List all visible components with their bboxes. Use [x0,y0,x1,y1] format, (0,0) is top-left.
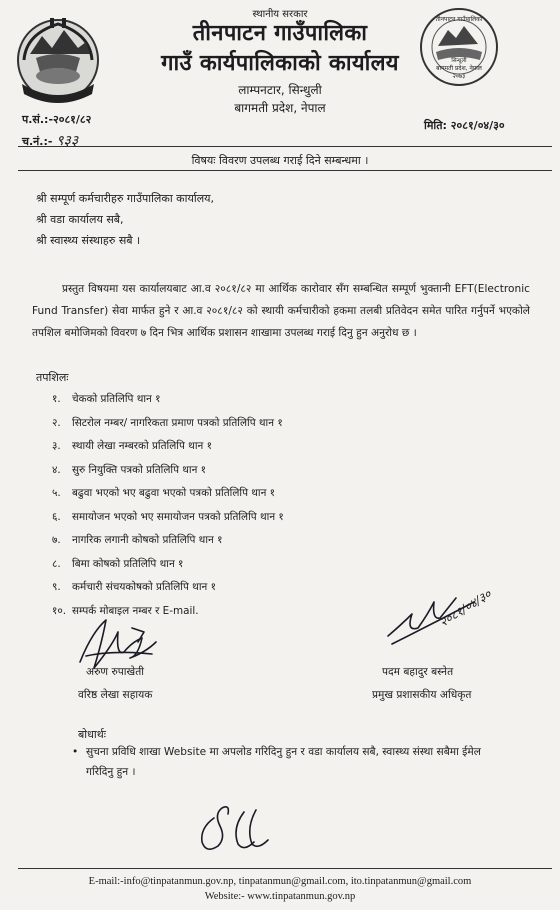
subject-line: विषयः विवरण उपलब्ध गराई दिने सम्बन्धमा । [191,154,369,167]
list-item-text: स्थायी लेखा नम्बरको प्रतिलिपि थान १ [72,440,212,452]
dispatch-number-label: च.नं.:- [22,135,53,148]
header-divider [18,146,552,147]
list-item-number: ३. [52,440,61,452]
list-item-text: चेकको प्रतिलिपि थान १ [72,393,161,405]
addressee-line: श्री स्वास्थ्य संस्थाहरु सबै । [36,234,141,247]
list-item [52,510,512,534]
list-item-text: सिटरोल नम्बर/ नागरिकता प्रमाण पत्रको प्रतिलिपि थान १ [72,416,283,429]
municipality-name: तीनपाटन गाउँपालिका [192,21,368,46]
list-item-number: ४. [52,463,61,476]
footer-email: E-mail:-info@tinpatanmun.gov.np, tinpatanmun@gmail.com, ito.tinpatanmun@gmail.com [88,876,472,887]
list-item-number: ८. [52,557,61,570]
svg-text:२०७३: २०७३ [452,73,466,80]
list-item [52,392,512,416]
list-item-text: नागरिक लगानी कोषको प्रतिलिपि थान १ [72,534,223,546]
dispatch-number [22,131,78,150]
bullet-icon: • [72,746,79,758]
list-item-text: सुरु नियुक्ति पत्रको प्रतिलिपि थान १ [72,463,207,476]
date-value: २०८१/०४/३० [450,119,505,132]
list-item [52,416,512,440]
list-item-text: समायोजन भएको भए समायोजन पत्रको प्रतिलिपि थान १ [72,510,284,523]
addressee-line: श्री वडा कार्यालय सबै, [36,213,124,226]
list-item-number: २. [52,416,61,429]
letter-number [22,112,91,127]
list-item-text: कर्मचारी संचयकोषको प्रतिलिपि थान १ [72,581,216,593]
address-line-2: बागमती प्रदेश, नेपाल [234,101,326,115]
left-signatory-name: अरुण रुपाखेती [86,666,144,678]
list-item [52,463,512,487]
letter-date [424,118,505,133]
dispatch-number-value: ९३३ [56,133,79,149]
body-paragraph: प्रस्तुत विषयमा यस कार्यालयबाट आ.व २०८१/८२ मा आर्थिक कारोवार सँग सम्बन्धित सम्पूर्ण भुक्तानी EFT(Electronic Fund Transfer) सेवा मार्फत हुने र आ.व २०८१/८२ को स्थायी कर्मचारीको हकमा तलबी प्रतिवेदन समेत पारित गर्नुपर्ने भएकोले तपशिल बमोजिमको विवरण ७ दिन भित्र आर्थिक प्रशासन शाखामा उपलब्ध गराई दिनु हुन अनुरोध छ । [32,283,530,339]
subject-divider [18,170,552,171]
date-label: मिति: [424,119,447,132]
list-item [52,486,512,510]
list-item-number: १. [52,393,61,405]
footer-divider [18,868,552,869]
government-label: स्थानीय सरकार [252,9,308,20]
list-item-number: ५. [52,487,61,499]
address-line-1: लाम्पनटार, सिन्धुली [238,83,322,97]
list-item [52,439,512,463]
handwritten-date: २०८१/०४/३० [437,586,494,630]
right-signatory-title: प्रमुख प्रशासकीय अधिकृत [372,689,472,701]
list-heading: तपशिलः [36,371,69,384]
list-item-number: १०. [52,604,67,617]
list-item-text: सम्पर्क मोबाइल नम्बर र E-mail. [72,604,199,617]
addressee-line: श्री सम्पूर्ण कर्मचारीहरु गाउँपालिका कार्यालय, [36,192,215,205]
cc-text: सुचना प्रविधि शाखा Website मा अपलोड गरिदिनु हुन र वडा कार्यालय सबै, स्वास्थ्य संस्था सबैमा ईमेल गरिदिनु हुन । [86,746,481,778]
cc-item [72,742,506,782]
initials-mark-icon [192,798,282,858]
footer-website: Website:- www.tinpatanmun.gov.np [204,891,356,902]
list-item-number: ९. [52,581,61,593]
svg-text:बागमती प्रदेश, नेपाल: बागमती प्रदेश, नेपाल [436,65,482,72]
list-item-text: बिमा कोषको प्रतिलिपि थान १ [72,557,184,570]
letter-number-label: प.सं.:- [22,113,54,126]
list-item-text: बढुवा भएको भए बढुवा भएको पत्रको प्रतिलिपि थान १ [72,487,276,499]
list-item-number: ६. [52,510,61,523]
list-item [52,533,512,557]
left-signatory-title: वरिष्ठ लेखा सहायक [78,689,153,701]
office-name: गाउँ कार्यपालिकाको कार्यालय [161,51,399,76]
svg-text:सिन्धुली: सिन्धुली [451,58,467,64]
list-item [52,557,512,581]
list-item-number: ७. [52,534,61,546]
cc-heading: बोधार्थः [78,728,106,741]
letter-number-value: २०८१/८२ [53,113,92,126]
svg-text:तीनपाटन गाउँपालिका: तीनपाटन गाउँपालिका [435,16,483,23]
right-signatory-name: पदम बहादुर बस्नेत [382,666,454,678]
